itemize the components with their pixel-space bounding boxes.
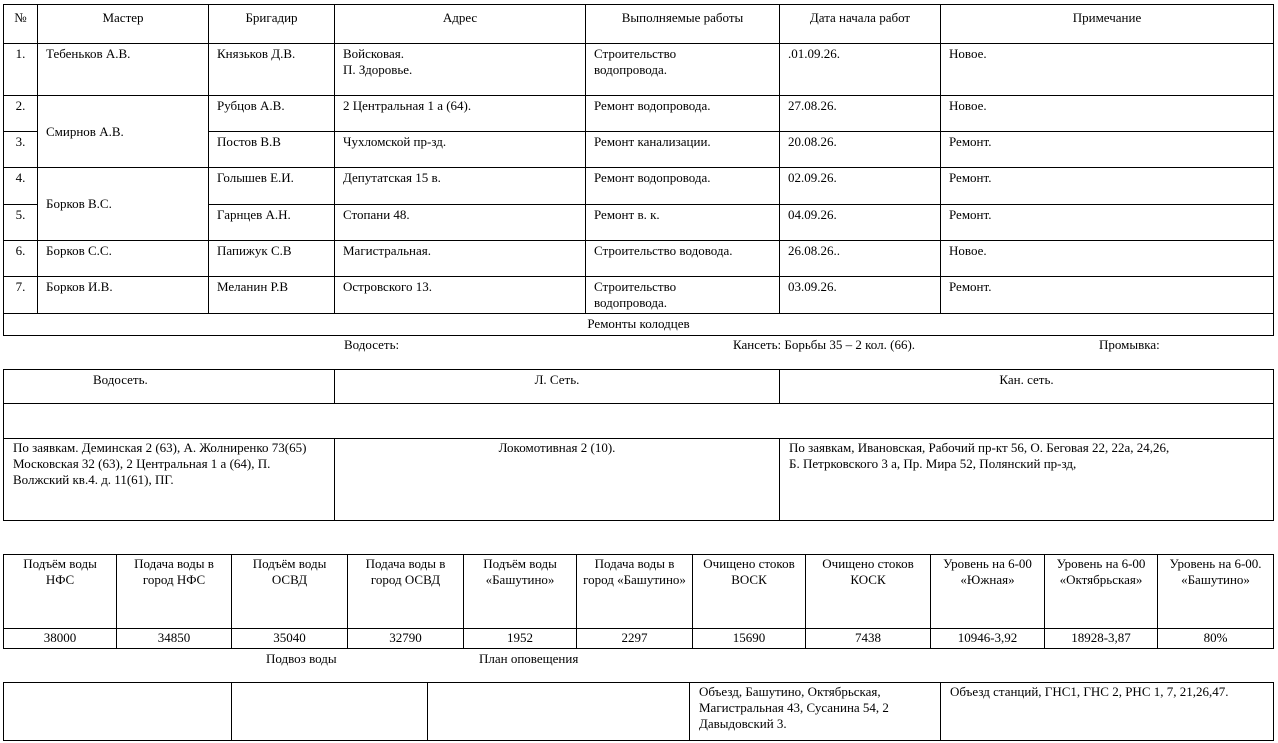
address-cell: Островского 13.	[335, 277, 586, 314]
header-master: Мастер	[38, 5, 209, 44]
row-num: 2.	[4, 96, 38, 132]
date-cell: 20.08.26.	[780, 132, 941, 168]
table-row	[4, 168, 1274, 205]
empty-cell	[428, 683, 690, 741]
sewer-net-cell: По заявкам, Ивановская, Рабочий пр-кт 56, О. Беговая 22, 22а, 24,26, Б. Петрковского 3 а, Пр. Мира 52, Полянский пр-зд,	[780, 439, 1274, 521]
stat-value: 80%	[1158, 629, 1274, 649]
bypass-cell: Объезд, Башутино, Октябрьская, Магистральная 43, Сусанина 54, 2 Давыдовский 3.	[690, 683, 941, 741]
row-num: 6.	[4, 241, 38, 277]
note-cell: Новое.	[941, 241, 1274, 277]
header-date: Дата начала работ	[780, 5, 941, 44]
stat-header: Подача воды в город НФС	[117, 555, 232, 629]
table-header-row	[4, 555, 1274, 629]
header-sewer-net: Кан. сеть.	[780, 370, 1274, 404]
work-cell: Строительство водопровода.	[586, 277, 780, 314]
stat-value: 2297	[577, 629, 693, 649]
foreman-cell: Князьков Д.В.	[209, 44, 335, 96]
stat-header: Очищено стоков ВОСК	[693, 555, 806, 629]
header-address: Адрес	[335, 5, 586, 44]
master-cell: Смирнов А.В.	[38, 96, 209, 168]
foreman-cell: Голышев Е.И.	[209, 168, 335, 205]
stat-header: Уровень на 6-00. «Башутино»	[1158, 555, 1274, 629]
master-cell: Борков И.В.	[38, 277, 209, 314]
date-cell: 02.09.26.	[780, 168, 941, 205]
header-foreman: Бригадир	[209, 5, 335, 44]
date-cell: 27.08.26.	[780, 96, 941, 132]
header-water-net: Водосеть.	[4, 370, 335, 404]
row-num: 5.	[4, 205, 38, 241]
stat-header: Подъём воды «Башутино»	[464, 555, 577, 629]
stat-header: Подъём воды НФС	[4, 555, 117, 629]
wells-flush-label: Промывка:	[1099, 337, 1160, 352]
address-cell: Стопани 48.	[335, 205, 586, 241]
table-row	[4, 277, 1274, 314]
alert-plan-label: План оповещения	[479, 651, 579, 666]
stat-value: 7438	[806, 629, 931, 649]
empty-row	[4, 404, 1274, 439]
note-cell: Ремонт.	[941, 132, 1274, 168]
table-row	[4, 439, 1274, 521]
address-cell: Чухломской пр-зд.	[335, 132, 586, 168]
stations-bypass-cell: Объезд станций, ГНС1, ГНС 2, РНС 1, 7, 21,26,47.	[941, 683, 1274, 741]
work-cell: Ремонт канализации.	[586, 132, 780, 168]
foreman-cell: Постов В.В	[209, 132, 335, 168]
foreman-cell: Папижук С.В	[209, 241, 335, 277]
foreman-cell: Рубцов А.В.	[209, 96, 335, 132]
stat-header: Очищено стоков КОСК	[806, 555, 931, 629]
networks-table	[3, 369, 1274, 521]
table-row	[4, 96, 1274, 132]
water-delivery-label: Подвоз воды	[266, 651, 337, 666]
table-row	[4, 629, 1274, 649]
date-cell: .01.09.26.	[780, 44, 941, 96]
note-cell: Ремонт.	[941, 168, 1274, 205]
foreman-cell: Меланин Р.В	[209, 277, 335, 314]
table-header-row	[4, 370, 1274, 404]
address-cell: 2 Центральная 1 а (64).	[335, 96, 586, 132]
work-table	[3, 4, 1274, 336]
stat-header: Уровень на 6-00 «Южная»	[931, 555, 1045, 629]
wells-sewer-label: Кансеть: Борьбы 35 – 2 кол. (66).	[733, 337, 916, 352]
stat-header: Подача воды в город ОСВД	[348, 555, 464, 629]
stat-header: Уровень на 6-00 «Октябрьская»	[1045, 555, 1158, 629]
master-cell: Борков В.С.	[38, 168, 209, 241]
stat-value: 15690	[693, 629, 806, 649]
header-l-net: Л. Сеть.	[335, 370, 780, 404]
date-cell: 26.08.26..	[780, 241, 941, 277]
row-num: 1.	[4, 44, 38, 96]
l-net-cell: Локомотивная 2 (10).	[335, 439, 780, 521]
stat-value: 35040	[232, 629, 348, 649]
stat-header: Подача воды в город «Башутино»	[577, 555, 693, 629]
note-cell: Новое.	[941, 96, 1274, 132]
wells-water-label: Водосеть:	[344, 337, 400, 352]
date-cell: 03.09.26.	[780, 277, 941, 314]
work-cell: Ремонт водопровода.	[586, 96, 780, 132]
stat-value: 10946-3,92	[931, 629, 1045, 649]
address-cell: Войсковая. П. Здоровье.	[335, 44, 586, 96]
row-num: 4.	[4, 168, 38, 205]
work-cell: Ремонт в. к.	[586, 205, 780, 241]
bottom-table	[3, 682, 1274, 741]
table-row	[4, 683, 1274, 741]
row-num: 7.	[4, 277, 38, 314]
empty-cell	[232, 683, 428, 741]
header-note: Примечание	[941, 5, 1274, 44]
table-row	[4, 241, 1274, 277]
note-cell: Новое.	[941, 44, 1274, 96]
stat-value: 38000	[4, 629, 117, 649]
table-row	[4, 404, 1274, 439]
address-cell: Депутатская 15 в.	[335, 168, 586, 205]
stat-value: 1952	[464, 629, 577, 649]
empty-cell	[4, 683, 232, 741]
address-cell: Магистральная.	[335, 241, 586, 277]
master-cell: Борков С.С.	[38, 241, 209, 277]
work-cell: Строительство водопровода.	[586, 44, 780, 96]
header-work: Выполняемые работы	[586, 5, 780, 44]
water-net-cell: По заявкам. Деминская 2 (63), А. Жолниренко 73(65) Московская 32 (63), 2 Центральная 1 а (64), П. Волжский кв.4. д. 11(61), ПГ.	[4, 439, 335, 521]
stat-value: 18928-3,87	[1045, 629, 1158, 649]
work-cell: Ремонт водопровода.	[586, 168, 780, 205]
stat-header: Подъём воды ОСВД	[232, 555, 348, 629]
work-cell: Строительство водовода.	[586, 241, 780, 277]
foreman-cell: Гарнцев А.Н.	[209, 205, 335, 241]
date-cell: 04.09.26.	[780, 205, 941, 241]
table-row	[4, 44, 1274, 96]
table-header-row	[4, 5, 1274, 44]
stats-table	[3, 554, 1274, 649]
note-cell: Ремонт.	[941, 205, 1274, 241]
header-num: №	[4, 5, 38, 44]
stat-value: 34850	[117, 629, 232, 649]
note-cell: Ремонт.	[941, 277, 1274, 314]
row-num: 3.	[4, 132, 38, 168]
table-footer-row	[4, 314, 1274, 336]
stat-value: 32790	[348, 629, 464, 649]
wells-repairs-title: Ремонты колодцев	[4, 314, 1274, 336]
master-cell: Тебеньков А.В.	[38, 44, 209, 96]
